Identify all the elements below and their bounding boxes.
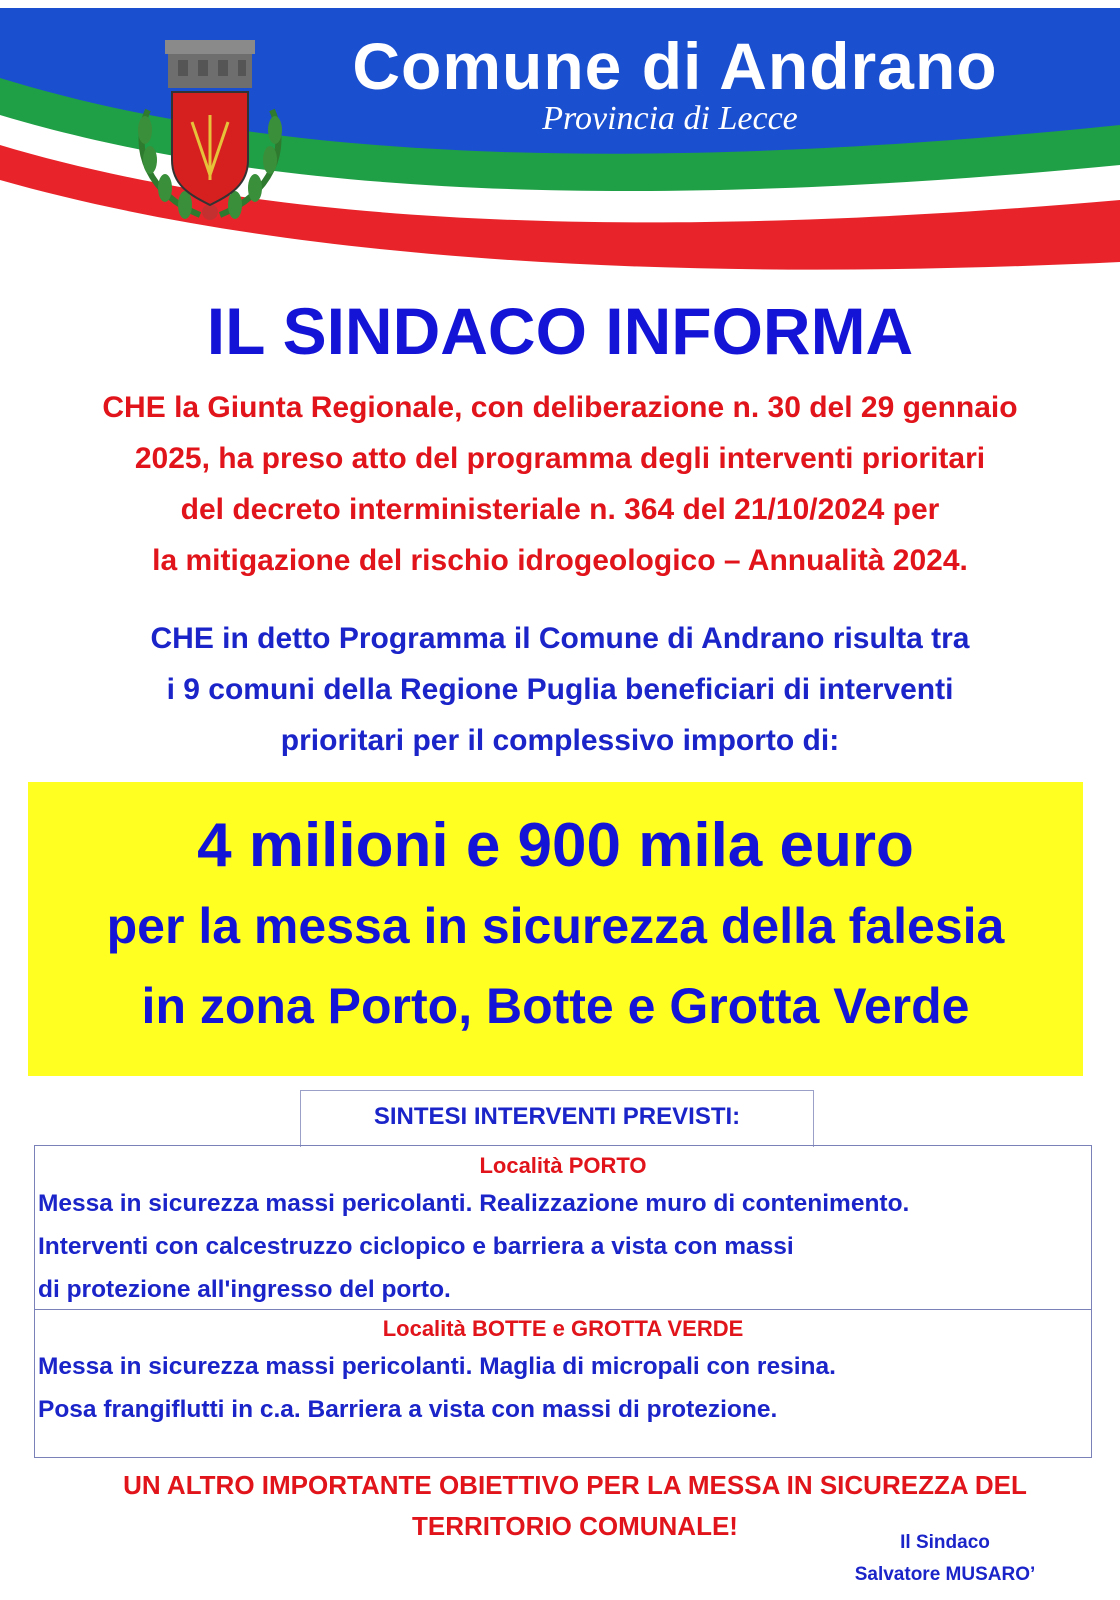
paragraph-line: prioritari per il complessivo importo di: — [280, 724, 840, 757]
page-subtitle: Provincia di Lecce — [542, 100, 798, 137]
section-line: Posa frangiflutti in c.a. Barriera a vista con massi di protezione. — [38, 1396, 778, 1423]
page-title: Comune di Andrano — [352, 29, 998, 103]
signature-block — [830, 1527, 1060, 1591]
intervention-section-botte — [35, 1309, 1091, 1459]
funding-purpose-line: in zona Porto, Botte e Grotta Verde — [141, 978, 970, 1034]
section-location: Località BOTTE e GROTTA VERDE — [382, 1316, 744, 1341]
signature-role: Il Sindaco — [900, 1532, 990, 1553]
paragraph-line: 2025, ha preso atto del programma degli interventi prioritari — [134, 442, 986, 475]
closing-line: TERRITORIO COMUNALE! — [412, 1511, 738, 1541]
announcement-heading: IL SINDACO INFORMA — [206, 294, 914, 368]
funding-highlight-box — [28, 782, 1083, 1076]
section-line: di protezione all'ingresso del porto. — [38, 1276, 451, 1303]
section-line: Messa in sicurezza massi pericolanti. Maglia di micropali con resina. — [38, 1353, 836, 1380]
section-line: Messa in sicurezza massi pericolanti. Realizzazione muro di contenimento. — [38, 1190, 910, 1217]
funding-purpose-line: per la messa in sicurezza della falesia — [106, 898, 1005, 954]
paragraph-line: CHE la Giunta Regionale, con deliberazione n. 30 del 29 gennaio — [102, 391, 1018, 424]
closing-line: UN ALTRO IMPORTANTE OBIETTIVO PER LA MESSA IN SICUREZZA DEL — [123, 1470, 1027, 1500]
paragraph-beneficiary — [30, 613, 1090, 766]
interventions-table — [34, 1145, 1092, 1458]
paragraph-line: la mitigazione del rischio idrogeologico – Annualità 2024. — [152, 544, 968, 577]
section-line: Interventi con calcestruzzo ciclopico e barriera a vista con massi — [38, 1233, 794, 1260]
signature-name: Salvatore MUSARO’ — [854, 1564, 1036, 1585]
paragraph-line: CHE in detto Programma il Comune di Andrano risulta tra — [150, 622, 970, 655]
paragraph-deliberation — [30, 382, 1090, 586]
summary-title: SINTESI INTERVENTI PREVISTI: — [300, 1090, 814, 1147]
section-location: Località PORTO — [479, 1153, 647, 1178]
paragraph-line: i 9 comuni della Regione Puglia beneficiari di interventi — [166, 673, 954, 706]
intervention-section-porto — [35, 1146, 1091, 1310]
funding-amount: 4 milioni e 900 mila euro — [197, 811, 914, 880]
header-banner — [0, 0, 1120, 270]
paragraph-line: del decreto interministeriale n. 364 del 21/10/2024 per — [180, 493, 940, 526]
